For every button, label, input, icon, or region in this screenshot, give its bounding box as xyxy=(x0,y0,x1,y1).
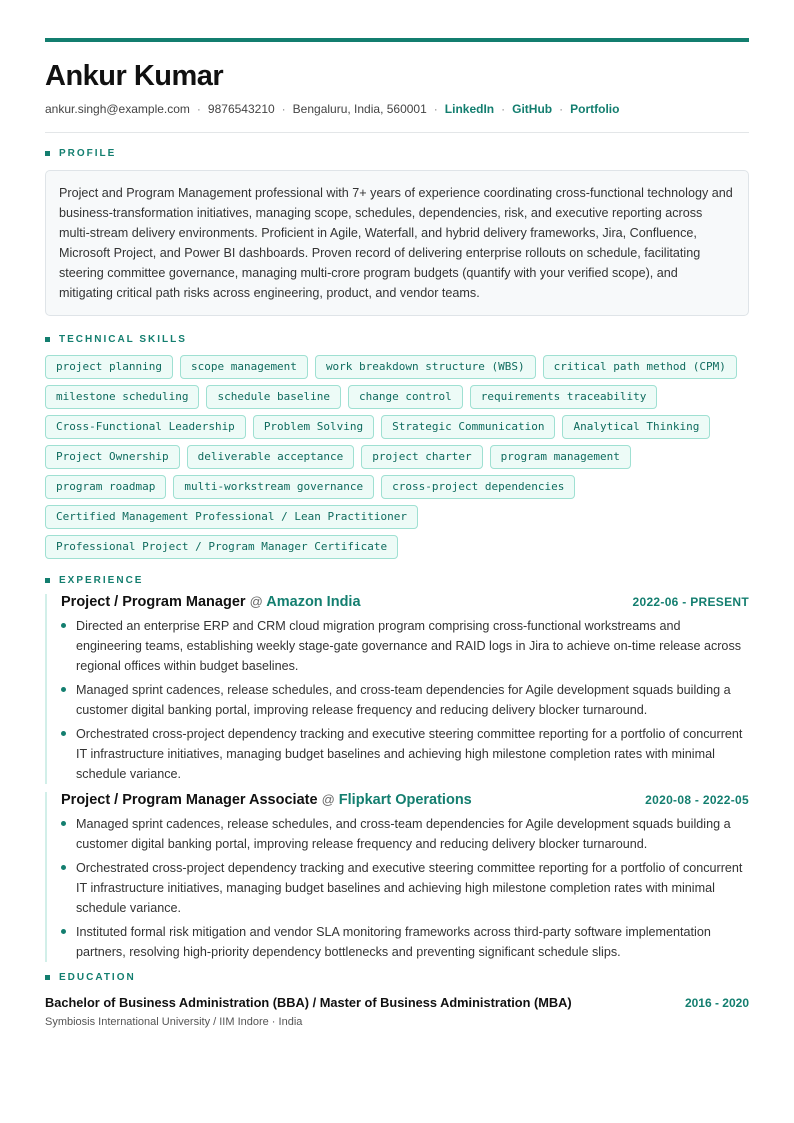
skill-chip: Analytical Thinking xyxy=(562,415,710,439)
bullet-dot-icon xyxy=(61,687,66,692)
skill-chip: Strategic Communication xyxy=(381,415,555,439)
job-entry xyxy=(45,792,749,962)
skill-chip: work breakdown structure (WBS) xyxy=(315,355,536,379)
profile-heading: PROFILE xyxy=(45,148,749,159)
education-entry xyxy=(45,995,749,1010)
job-entry xyxy=(45,594,749,784)
degree: Bachelor of Business Administration (BBA) / Master of Business Administration (MBA) xyxy=(45,995,572,1010)
job-dates: 2022-06 - PRESENT xyxy=(632,595,749,609)
skill-chip: schedule baseline xyxy=(206,385,341,409)
location: Bengaluru, India, 560001 xyxy=(292,102,427,116)
separator: · xyxy=(281,102,286,116)
section-marker-icon xyxy=(45,975,50,980)
linkedin-link[interactable]: LinkedIn xyxy=(444,102,495,116)
bullet-dot-icon xyxy=(61,731,66,736)
bullet-item: Directed an enterprise ERP and CRM cloud migration program comprising cross-functional workstreams and engineering teams, establishing weekly stage-gate governance and RAID logs in Jira to achieve on-time release across regional offices within budget baselines. xyxy=(61,616,749,676)
separator: · xyxy=(501,102,506,116)
divider xyxy=(45,132,749,133)
bullet-dot-icon xyxy=(61,865,66,870)
skill-chip: scope management xyxy=(180,355,308,379)
bullet-item: Instituted formal risk mitigation and vendor SLA monitoring frameworks across third-party software implementation partners, resolving high-priority dependency bottlenecks and preventing significant schedule slips. xyxy=(61,922,749,962)
skill-chip: program management xyxy=(490,445,631,469)
resume-page xyxy=(45,38,749,1028)
job-title-line: Project / Program Manager Associate @ Flipkart Operations xyxy=(61,792,472,808)
company-name: Flipkart Operations xyxy=(338,792,472,808)
section-marker-icon xyxy=(45,337,50,342)
phone[interactable]: 9876543210 xyxy=(207,102,275,116)
section-marker-icon xyxy=(45,151,50,156)
bullet-item: Managed sprint cadences, release schedules, and cross-team dependencies for Agile development squads building a customer digital banking portal, improving release frequency and reducing delivery blocker turnaround. xyxy=(61,680,749,720)
skill-chip: cross-project dependencies xyxy=(381,475,575,499)
section-marker-icon xyxy=(45,578,50,583)
skill-chip: project charter xyxy=(361,445,482,469)
skill-chip: program roadmap xyxy=(45,475,166,499)
separator: · xyxy=(559,102,564,116)
experience-heading: EXPERIENCE xyxy=(45,575,749,586)
bullet-item: Orchestrated cross-project dependency tracking and executive steering committee reporting for a portfolio of concurrent IT infrastructure initiatives, managing budget baselines and achieving high milestone completion rates with minimal schedule variance. xyxy=(61,724,749,784)
education-heading: EDUCATION xyxy=(45,972,749,983)
profile-summary: Project and Program Management professional with 7+ years of experience coordinating cross-functional technology and business-transformation initiatives, managing scope, schedules, dependencies, risk, and executive reporting across multi-stream delivery environments. Proficient in Agile, Waterfall, and hybrid delivery frameworks, Jira, Confluence, Microsoft Project, and Power BI dashboards. Proven record of delivering enterprise rollouts on schedule, facilitating steering committee governance, managing multi-crore program budgets (quantify with your verified scope), and mitigating critical path risks across engineering, product, and vendor teams. xyxy=(45,170,749,316)
contact-line xyxy=(45,102,749,116)
skill-chip: project planning xyxy=(45,355,173,379)
skills-heading: TECHNICAL SKILLS xyxy=(45,334,749,345)
skill-chip: milestone scheduling xyxy=(45,385,199,409)
job-bullets xyxy=(61,616,749,784)
school: Symbiosis International University / IIM Indore · India xyxy=(45,1016,303,1028)
skills-list xyxy=(45,355,749,559)
company-name: Amazon India xyxy=(266,594,361,610)
bullet-dot-icon xyxy=(61,623,66,628)
accent-bar xyxy=(45,38,749,42)
email[interactable]: ankur.singh@example.com xyxy=(45,102,190,116)
github-link[interactable]: GitHub xyxy=(512,102,553,116)
education-dates: 2016 - 2020 xyxy=(684,996,749,1010)
skill-chip: change control xyxy=(348,385,463,409)
skill-chip: Cross-Functional Leadership xyxy=(45,415,246,439)
skill-chip: critical path method (CPM) xyxy=(543,355,737,379)
skill-chip: multi-workstream governance xyxy=(173,475,374,499)
skill-chip: Professional Project / Program Manager Certificate xyxy=(45,535,398,559)
skill-chip: deliverable acceptance xyxy=(187,445,355,469)
bullet-item: Managed sprint cadences, release schedules, and cross-team dependencies for Agile development squads building a customer digital banking portal, improving release frequency and reducing delivery blocker turnaround. xyxy=(61,814,749,854)
skill-chip: Project Ownership xyxy=(45,445,180,469)
bullet-dot-icon xyxy=(61,929,66,934)
skill-chip: Certified Management Professional / Lean Practitioner xyxy=(45,505,418,529)
skill-chip: Problem Solving xyxy=(253,415,374,439)
job-bullets xyxy=(61,814,749,962)
separator: · xyxy=(433,102,438,116)
skill-chip: requirements traceability xyxy=(470,385,658,409)
portfolio-link[interactable]: Portfolio xyxy=(570,102,620,116)
job-dates: 2020-08 - 2022-05 xyxy=(645,793,749,807)
job-title-line: Project / Program Manager @ Amazon India xyxy=(61,594,361,610)
bullet-dot-icon xyxy=(61,821,66,826)
bullet-item: Orchestrated cross-project dependency tracking and executive steering committee reporting for a portfolio of concurrent IT infrastructure initiatives, managing budget baselines and achieving high milestone completion rates with minimal schedule variance. xyxy=(61,858,749,918)
separator: · xyxy=(196,102,201,116)
candidate-name: Ankur Kumar xyxy=(45,60,224,92)
